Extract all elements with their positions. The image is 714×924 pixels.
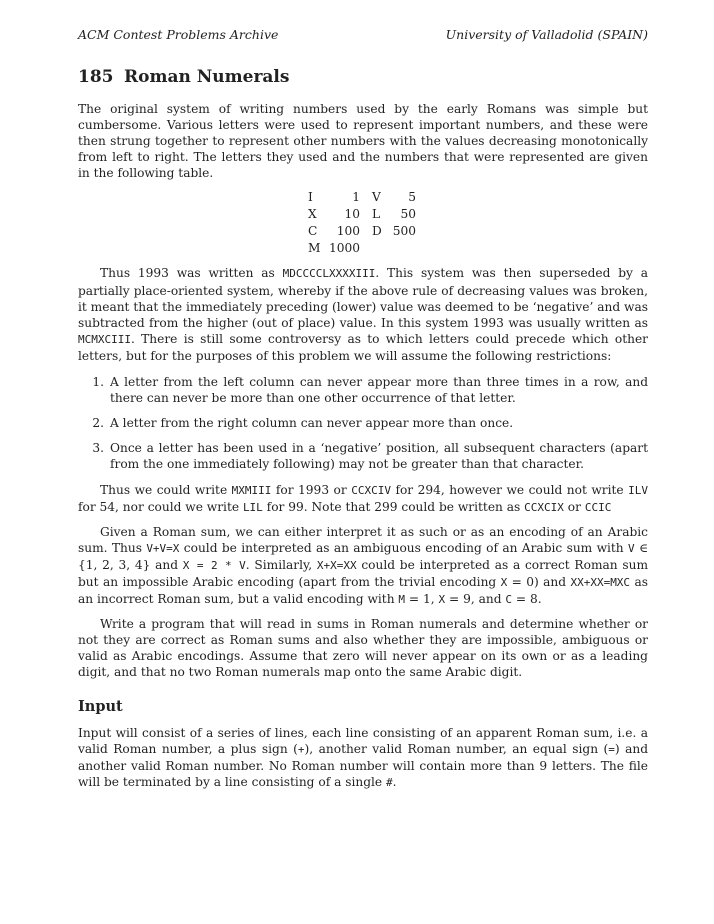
text-run: or [563,499,585,514]
text-run: . Similarly, [245,557,317,572]
table-cell: V [372,190,381,205]
text-run: ) and another valid Roman number. No Roman number will contain more than 9 letters. The file will be terminated by a line consisting of a single [78,741,649,789]
text-run: . There is still some controversy as to which letters could precede which other letters, but for the purposes of this problem we will assume the following restrictions: [78,331,648,363]
problem-title [78,65,648,89]
list-item-text: Once a letter has been used in a ‘negative’ position, all subsequent characters (apart from the one immediately following) may not be greater than that character. [110,441,648,472]
list-item [78,374,648,406]
table-row [308,206,416,223]
text-run: = 0) and [507,574,571,589]
table-cell: 1000 [328,241,360,256]
code-run: CCIC [584,500,612,514]
table-cell [386,240,416,257]
code-run: C [505,593,513,607]
table-cell: 10 [344,207,360,222]
restrictions-list [78,374,648,472]
code-run: V [628,541,635,555]
code-run: ILV [628,483,649,497]
code-run: MXMIII [231,483,272,497]
text-run: could be interpreted as an ambiguous encoding of an Arabic sum with [179,540,628,555]
examples-paragraph [78,482,648,516]
text-run: = 8. [512,592,542,607]
code-run: + [297,742,305,756]
text-run: . This system was then superseded by a partially place-oriented system, whereby if the above rule of decreasing values was broken, it meant that the immediately preceding (lower) value was deemed to be ‘negative’ and was subtracted from the higher (out of place) value. In this system 1993 was usually written as [78,266,648,330]
roman-values-table [308,189,416,257]
text-run: for 54, nor could we write [78,499,243,514]
code-run: CCXCIX [524,500,564,514]
list-marker: 1. [92,375,104,390]
code-run: = [608,742,615,756]
code-run: MCMXCIII [78,332,131,346]
code-run: X+X=XX [316,558,357,572]
text-run: for 294, however we could not write [390,482,629,497]
list-item-text: A letter from the right column can never appear more than once. [110,416,514,431]
text-run: = 9, and [445,592,506,607]
text-run: Given a Roman sum, we can either interpret it as such or as an encoding of an Arabic sum. Thus [78,524,648,555]
list-item [78,440,648,472]
table-row [308,240,416,257]
code-run: LIL [242,500,263,514]
table-cell: D [372,224,382,239]
table-cell: 100 [336,224,360,239]
code-run: MDCCCCLXXXXIII [282,267,376,281]
problem-name: Roman Numerals [124,67,290,87]
running-header [78,26,648,44]
table-cell: 5 [408,190,416,205]
text-run: as an incorrect Roman sum, but a valid encoding with [78,574,648,607]
text-run: could be interpreted as a correct Roman sum but an impossible Arabic encoding (apart from the trivial encoding [78,557,649,589]
table-row [308,189,416,206]
roman-sum-paragraph [78,524,648,608]
header-university: University of Valladolid (SPAIN) [445,27,648,42]
text-run: for 99. Note that 299 could be written as [262,499,525,514]
spacer [78,608,648,616]
code-run: X = 2 * V [182,558,246,572]
subtractive-notation-paragraph [78,265,648,364]
code-run: XX+XX=MXC [570,575,631,589]
input-heading: Input [78,697,123,715]
table-cell: 50 [400,207,416,222]
table-cell: 500 [392,224,416,239]
text-run: = 1, [405,592,439,607]
list-item-text: A letter from the left column can never appear more than three times in a row, and there can never be more than one other occurrence of that letter. [110,375,648,406]
code-run: M [398,593,406,607]
table-cell: M [308,241,321,256]
text-run: for 1993 or [271,482,352,497]
document-page [78,26,648,791]
table-cell [372,240,386,257]
table-cell: X [308,207,317,222]
header-archive-name: ACM Contest Problems Archive [78,27,279,42]
table-cell: I [308,190,313,205]
list-item [78,415,648,431]
code-run: V+V=X [146,541,180,555]
problem-number: 185 [78,67,114,87]
text-run: . [392,774,397,789]
code-run: X [500,575,508,589]
table-cell: 1 [352,190,360,205]
text-run: Thus 1993 was written as [100,266,283,281]
text-run: ), another valid Roman number, an equal sign ( [304,741,609,756]
code-run: # [386,775,393,789]
table-cell: C [308,224,318,239]
list-marker: 3. [92,441,104,456]
text-run: ∈ {1, 2, 3, 4} and [78,540,648,572]
input-paragraph [78,725,648,791]
task-paragraph: Write a program that will read in sums in Roman numerals and determine whether or not they are correct as Roman sums and also whether they are impossible, ambiguous or valid as Arabic encodings. Assume that zero will never appear on its own or as a leading digit, and that no two Roman numerals map onto the same Arabic digit. [78,617,648,680]
text-run: Thus we could write [100,482,232,497]
list-marker: 2. [92,416,104,431]
spacer [78,516,648,524]
intro-paragraph: The original system of writing numbers used by the early Romans was simple but cumbersome. Various letters were used to represent important numbers, and these were then strung together to represent other numbers with the values decreasing monotonically from left to right. The letters they used and the numbers that were represented are given in the following table. [78,102,648,181]
text-run: Input will consist of a series of lines, each line consisting of an apparent Roman sum, i.e. a valid Roman number, a plus sign ( [78,725,648,756]
code-run: X [438,593,446,607]
code-run: CCXCIV [351,483,391,497]
table-cell: L [372,207,381,222]
table-row [308,223,416,240]
